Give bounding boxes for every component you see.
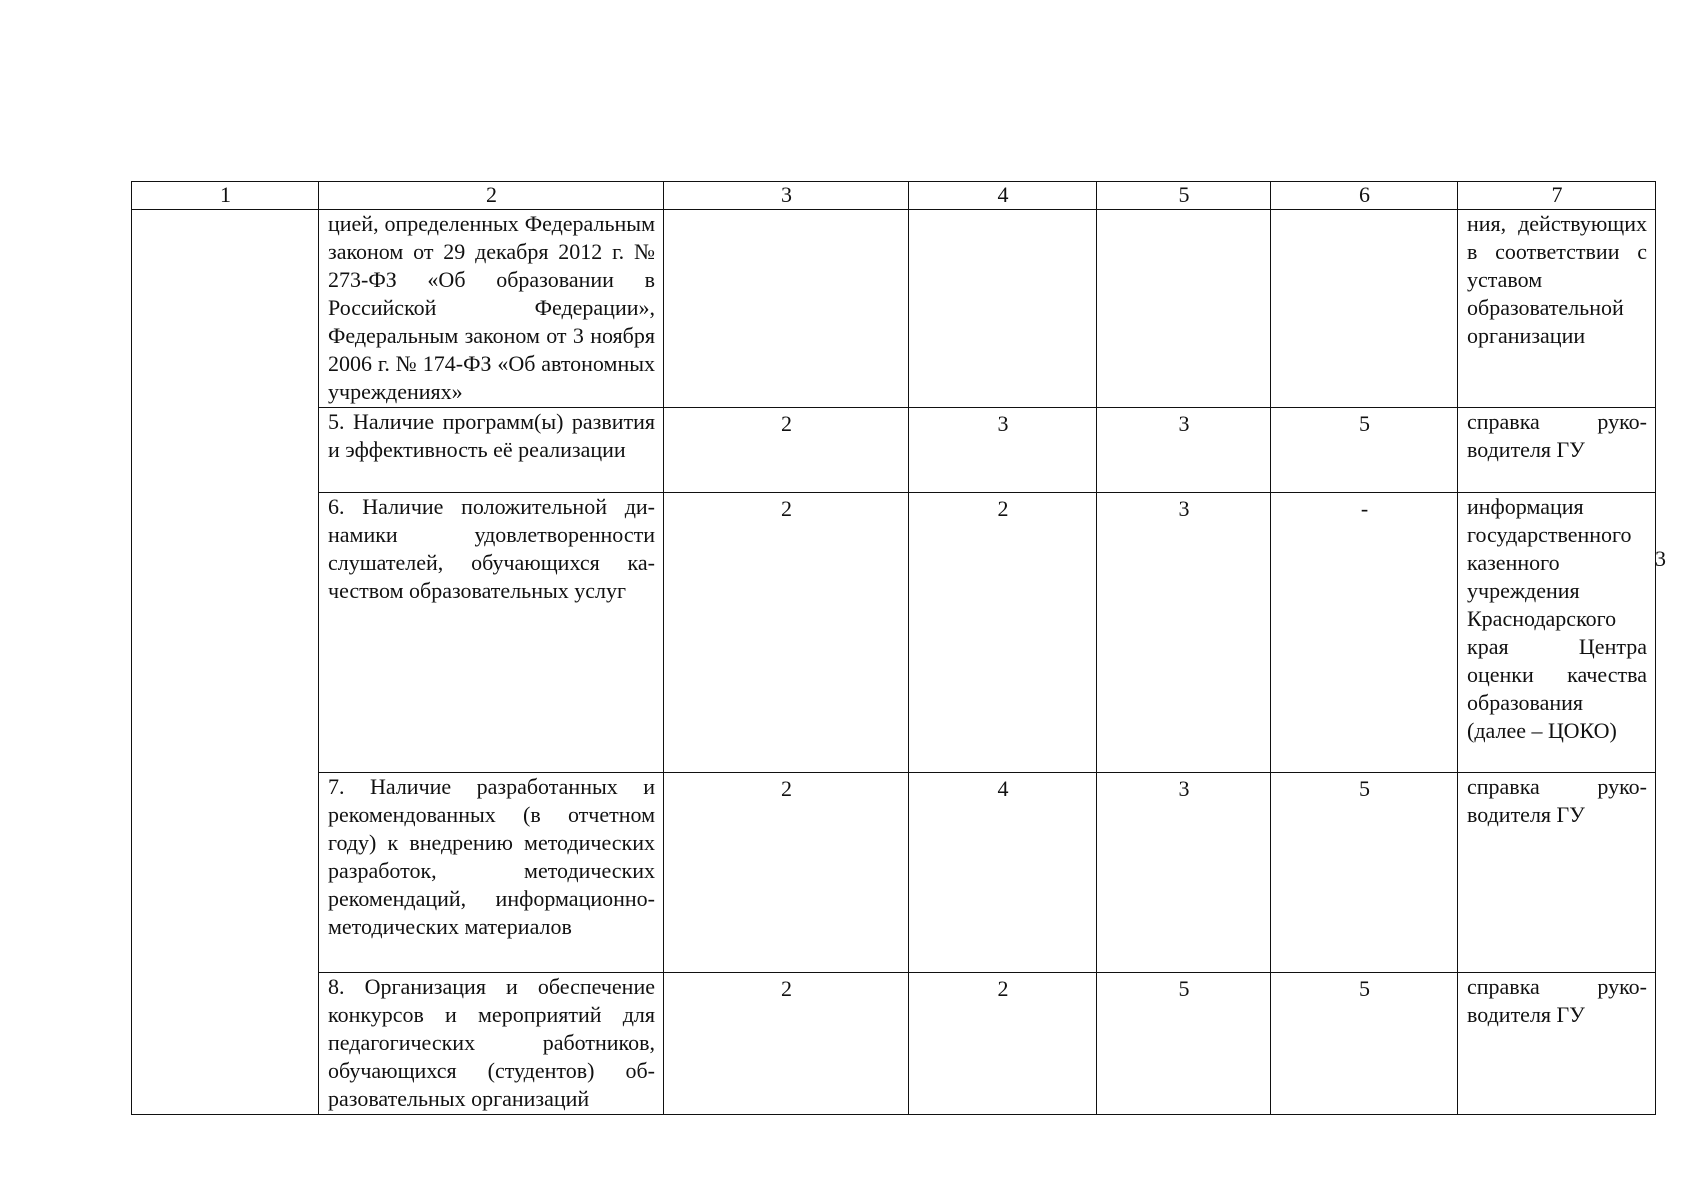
table-row bbox=[132, 210, 1656, 408]
table-row bbox=[132, 973, 1656, 1115]
score-cell-3: 2 bbox=[664, 493, 909, 773]
table-row bbox=[132, 408, 1656, 493]
source-cell: справка руководителя ГУ bbox=[1458, 408, 1656, 493]
source-cell: справка руководителя ГУ bbox=[1458, 973, 1656, 1115]
column-header-5: 5 bbox=[1097, 182, 1271, 210]
score-cell-6 bbox=[1271, 210, 1458, 408]
column-header-6: 6 bbox=[1271, 182, 1458, 210]
criteria-table bbox=[131, 181, 1656, 1115]
score-cell-6: 5 bbox=[1271, 973, 1458, 1115]
score-cell-5 bbox=[1097, 210, 1271, 408]
table-row bbox=[132, 493, 1656, 773]
score-cell-6: 5 bbox=[1271, 773, 1458, 973]
score-cell-4: 2 bbox=[909, 973, 1097, 1115]
column-header-3: 3 bbox=[664, 182, 909, 210]
column-header-2: 2 bbox=[319, 182, 664, 210]
score-cell-3: 2 bbox=[664, 408, 909, 493]
page-number: 3 bbox=[1655, 546, 1666, 571]
source-cell: справка руководителя ГУ bbox=[1458, 773, 1656, 973]
score-cell-5: 3 bbox=[1097, 773, 1271, 973]
score-cell-3: 2 bbox=[664, 973, 909, 1115]
column-header-7: 7 bbox=[1458, 182, 1656, 210]
column-header-4: 4 bbox=[909, 182, 1097, 210]
score-cell-4: 4 bbox=[909, 773, 1097, 973]
source-cell: ния, действующих в соответствии с уставом образовательной организации bbox=[1458, 210, 1656, 408]
column-header-1: 1 bbox=[132, 182, 319, 210]
score-cell-5: 5 bbox=[1097, 973, 1271, 1115]
score-cell-4 bbox=[909, 210, 1097, 408]
score-cell-6: - bbox=[1271, 493, 1458, 773]
table-row bbox=[132, 773, 1656, 973]
group-cell bbox=[132, 210, 319, 1115]
score-cell-4: 3 bbox=[909, 408, 1097, 493]
score-cell-6: 5 bbox=[1271, 408, 1458, 493]
score-cell-5: 3 bbox=[1097, 493, 1271, 773]
criterion-cell: 5. Наличие программ(ы) развития и эффективность её реализации bbox=[319, 408, 664, 493]
score-cell-5: 3 bbox=[1097, 408, 1271, 493]
score-cell-3: 2 bbox=[664, 773, 909, 973]
source-cell: информация государственного казенного учреждения Краснодарского края Центра оценки качества образования (далее – ЦОКО) bbox=[1458, 493, 1656, 773]
header-row bbox=[132, 182, 1656, 210]
score-cell-3 bbox=[664, 210, 909, 408]
criterion-cell: 8. Организация и обеспечение конкурсов и мероприятий для педагогических работников, обучающихся (студентов) образовательных организаций bbox=[319, 973, 664, 1115]
criterion-cell: 7. Наличие разработанных и рекомендованных (в отчетном году) к внедрению методических разработок, методических рекомендаций, информационно-методических материалов bbox=[319, 773, 664, 973]
criterion-cell: 6. Наличие положительной динамики удовлетворенности слушателей, обучающихся качеством образовательных услуг bbox=[319, 493, 664, 773]
score-cell-4: 2 bbox=[909, 493, 1097, 773]
criterion-cell: цией, определенных Федеральным законом от 29 декабря 2012 г. № 273-ФЗ «Об образовании в Российской Федерации», Федеральным законом от 3 ноября 2006 г. № 174-ФЗ «Об автономных учреждениях» bbox=[319, 210, 664, 408]
